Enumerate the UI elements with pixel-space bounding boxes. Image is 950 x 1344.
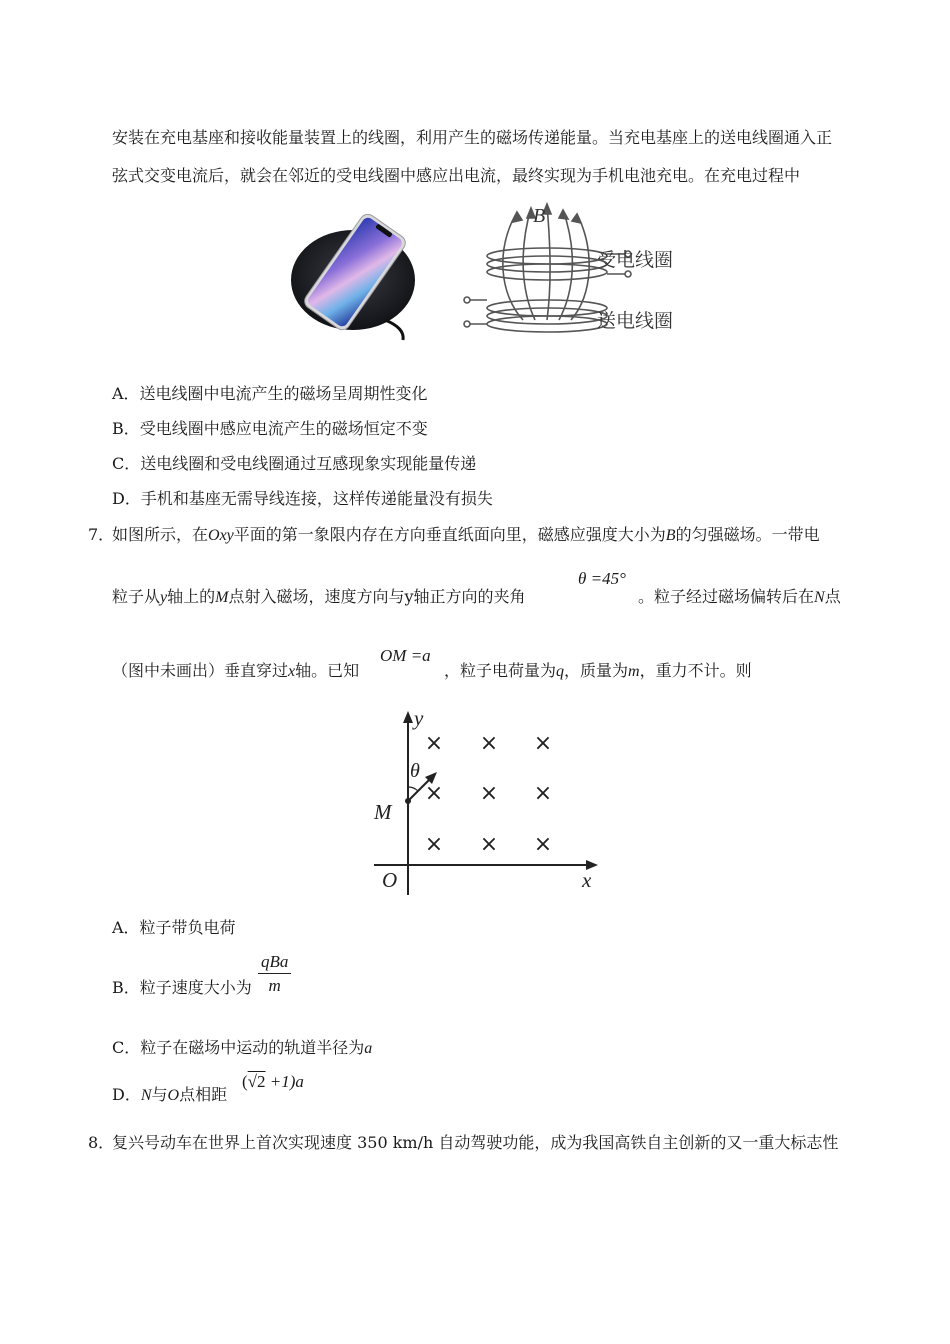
field-cross: × bbox=[479, 832, 499, 857]
om-equation: OM =a bbox=[380, 646, 431, 665]
x-axis-label: x bbox=[582, 868, 592, 892]
field-cross: × bbox=[533, 731, 553, 756]
magnetic-field-figure bbox=[368, 705, 608, 900]
intro-line-1: 安装在充电基座和接收能量装置上的线圈，利用产生的磁场传递能量。当充电基座上的送电线圈通入正 bbox=[112, 128, 833, 147]
question-7-line-3-end: ，粒子电荷量为q，质量为m，重力不计。则 bbox=[444, 661, 752, 680]
point-m-label: M bbox=[374, 800, 392, 824]
y-axis-label: y bbox=[414, 706, 424, 730]
origin-label: O bbox=[382, 868, 398, 892]
fraction-numerator: qBa bbox=[258, 952, 291, 974]
field-crosses bbox=[425, 731, 552, 857]
q7-option-d: D．N与O点相距 bbox=[112, 1085, 228, 1104]
q6-option-a: A．送电线圈中电流产生的磁场呈周期性变化 bbox=[112, 384, 428, 403]
speed-fraction bbox=[258, 952, 291, 996]
b-field-label: B bbox=[533, 205, 546, 227]
q6-option-b: B．受电线圈中感应电流产生的磁场恒定不变 bbox=[112, 419, 428, 438]
field-cross: × bbox=[479, 731, 499, 756]
q7-option-c: C．粒子在磁场中运动的轨道半径为a bbox=[112, 1038, 373, 1057]
theta-label: θ bbox=[410, 760, 420, 782]
question-8-text: 复兴号动车在世界上首次实现速度 350 km/h 自动驾驶功能，成为我国高铁自主创新的又一重大标志性 bbox=[112, 1133, 839, 1152]
distance-expression: (√2 +1)a bbox=[242, 1072, 304, 1091]
question-7-number: 7． bbox=[88, 525, 115, 544]
question-8-number: 8． bbox=[88, 1133, 115, 1152]
question-7-line-3: （图中未画出）垂直穿过x轴。已知 bbox=[112, 661, 360, 680]
field-cross: × bbox=[533, 832, 553, 857]
field-cross: × bbox=[533, 781, 553, 806]
field-cross: × bbox=[424, 781, 444, 806]
theta-equation: θ =45° bbox=[578, 569, 626, 588]
q6-option-d: D．手机和基座无需导线连接，这样传递能量没有损失 bbox=[112, 489, 493, 508]
field-cross: × bbox=[479, 781, 499, 806]
wireless-charging-figure bbox=[285, 200, 705, 348]
field-cross: × bbox=[424, 832, 444, 857]
question-7-line-1: 如图所示，在Oxy平面的第一象限内存在方向垂直纸面向里，磁感应强度大小为B的匀强磁场。一带电 bbox=[112, 525, 820, 544]
question-7-line-2: 粒子从y轴上的M点射入磁场，速度方向与y轴正方向的夹角 bbox=[112, 587, 526, 606]
intro-line-2: 弦式交变电流后，就会在邻近的受电线圈中感应出电流，最终实现为手机电池充电。在充电过程中 bbox=[112, 166, 801, 185]
q6-option-c: C．送电线圈和受电线圈通过互感现象实现能量传递 bbox=[112, 454, 477, 473]
fraction-denominator: m bbox=[268, 976, 281, 995]
q7-option-a: A．粒子带负电荷 bbox=[112, 918, 236, 937]
question-7-line-2-end: 。粒子经过磁场偏转后在N点 bbox=[638, 587, 841, 606]
charger-photo bbox=[291, 211, 415, 340]
receive-coil-label: 受电线圈 bbox=[597, 249, 674, 271]
send-coil-label: 送电线圈 bbox=[597, 310, 674, 332]
field-cross: × bbox=[424, 731, 444, 756]
q7-option-b: B．粒子速度大小为 bbox=[112, 978, 252, 997]
